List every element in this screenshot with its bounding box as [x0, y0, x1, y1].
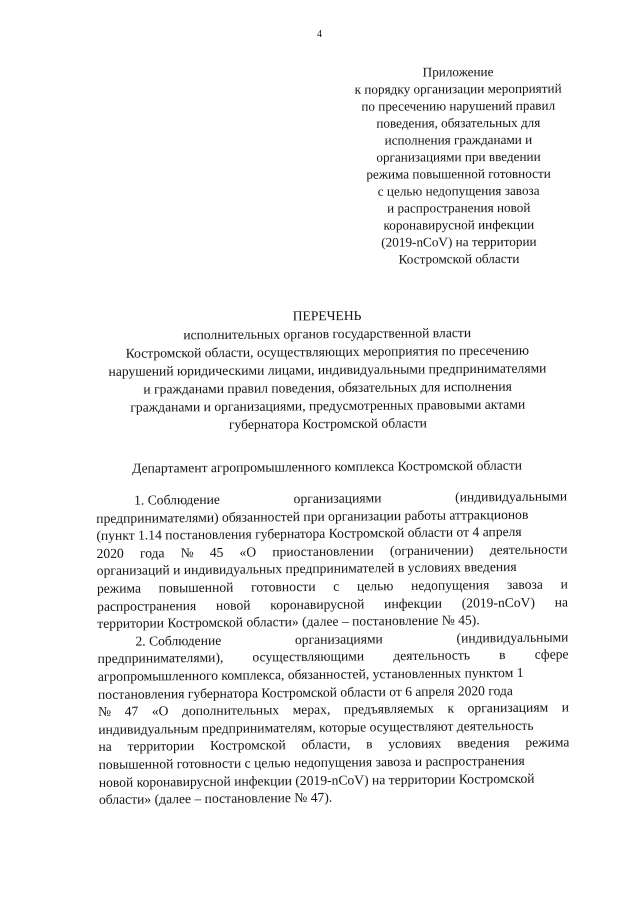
word: деятельность: [393, 647, 471, 664]
word: приостановлении: [272, 543, 374, 560]
appendix-block: [318, 63, 599, 268]
word: предпринимателями) обязанностей при организации работы аттракционов: [96, 506, 529, 526]
title-line: гражданами и организациями, предусмотренных правовыми актами: [130, 396, 526, 415]
appendix-line: поведения, обязательных для: [376, 114, 541, 131]
word: инфекции: [384, 595, 443, 611]
list-item: [97, 628, 570, 808]
title-line: губернатора Костромской области: [228, 415, 427, 432]
page-number: 4: [317, 29, 322, 40]
word: мерах,: [292, 701, 331, 718]
word: целью: [356, 578, 394, 594]
appendix-line: организациями при введении: [376, 148, 541, 165]
word: №: [98, 703, 112, 720]
word: (индивидуальными: [455, 488, 568, 505]
title-description: [92, 323, 563, 435]
list-item: [96, 487, 568, 632]
appendix-line: Приложение: [422, 64, 494, 80]
appendix-line: исполнения гражданами и: [384, 131, 533, 148]
word: новой коронавирусной инфекции (2019-nCoV) на территории Костромской: [98, 770, 535, 790]
word: (пункт 1.14 постановления губернатора Костромской области от 4 апреля: [96, 524, 522, 544]
word: (индивидуальными: [456, 629, 569, 646]
title-line: Костромской области, осуществляющих мероприятия по пресечению: [125, 342, 530, 361]
word: с: [333, 578, 340, 594]
word: организаций и индивидуальных предпринимателей в условиях введения: [96, 559, 517, 579]
appendix-line: и распространения новой: [387, 199, 531, 216]
department-heading: Департамент агропромышленного комплекса Костромской области: [132, 457, 523, 476]
word: области,: [301, 736, 351, 753]
word: и: [561, 699, 570, 715]
word: года: [139, 545, 165, 561]
appendix-line: с целью недопущения завоза: [377, 182, 540, 199]
word: распространения: [97, 597, 197, 614]
body-text: [96, 487, 570, 808]
title-line: исполнительных органов государственной власти: [183, 325, 472, 343]
word: режима: [96, 580, 142, 596]
word: повышенной: [158, 579, 234, 596]
word: в: [366, 736, 373, 752]
word: завоза: [506, 576, 543, 593]
word: «О: [151, 703, 169, 719]
word: недопущения: [410, 577, 490, 593]
word: 1. Соблюдение: [134, 491, 220, 508]
word: коронавирусной: [270, 595, 365, 612]
word: (ограничении): [389, 542, 474, 558]
paragraph-line: [99, 787, 570, 809]
word: введения: [457, 735, 510, 751]
word: 2. Соблюдение: [135, 632, 222, 649]
appendix-line: режима повышенной готовности: [366, 165, 551, 182]
word: (2019-nCoV): [461, 594, 536, 611]
word: осуществляющими: [252, 648, 365, 665]
appendix-line: Костромской области: [398, 250, 520, 267]
word: Костромской: [209, 737, 286, 754]
word: №: [180, 544, 194, 560]
word: и: [560, 576, 568, 592]
title-line: и гражданами правил поведения, обязательных для исполнения: [143, 378, 512, 397]
word: территории: [127, 738, 195, 755]
word: постановления губернатора Костромской области от 6 апреля 2020 года: [97, 682, 513, 702]
title-block: [92, 305, 563, 435]
document-title: ПЕРЕЧЕНЬ: [292, 307, 362, 324]
word: в: [499, 647, 506, 663]
word: организациями: [293, 490, 382, 507]
word: к: [447, 700, 455, 716]
word: 47: [124, 703, 139, 719]
word: на: [98, 739, 112, 755]
word: режима: [525, 734, 570, 751]
word: организациями: [294, 631, 383, 647]
word: готовности: [250, 578, 316, 595]
word: на: [554, 594, 569, 610]
appendix-line: (2019-nCoV) на территории: [381, 233, 537, 250]
word: «О: [239, 544, 257, 560]
word: условиях: [388, 736, 442, 752]
appendix-line: к порядку организации мероприятий: [354, 80, 562, 97]
word: территории Костромской области» (далее – постановление № 45).: [97, 612, 480, 632]
word: области» (далее – постановление № 47).: [98, 789, 333, 808]
word: предъявляемых: [343, 700, 434, 717]
word: индивидуальным предпринимателям, которые осуществляют деятельность: [98, 717, 534, 737]
word: новой: [215, 597, 251, 613]
word: сфере: [534, 646, 569, 663]
title-line: нарушений юридическими лицами, индивидуальными предпринимателями: [108, 360, 547, 379]
word: предпринимателями),: [97, 650, 224, 667]
word: повышенной готовности с целью недопущения завоза и распространения: [98, 752, 525, 772]
word: дополнительных: [181, 702, 280, 719]
word: организациям: [467, 699, 549, 716]
appendix-line: по пресечению нарушений правил: [361, 97, 556, 114]
word: деятельности: [489, 541, 568, 558]
appendix-line: коронавирусной инфекции: [383, 216, 535, 233]
word: 45: [209, 544, 224, 560]
word: 2020: [96, 545, 124, 561]
word: агропромышленного комплекса, обязанностей, установленных пунктом 1: [97, 664, 524, 684]
